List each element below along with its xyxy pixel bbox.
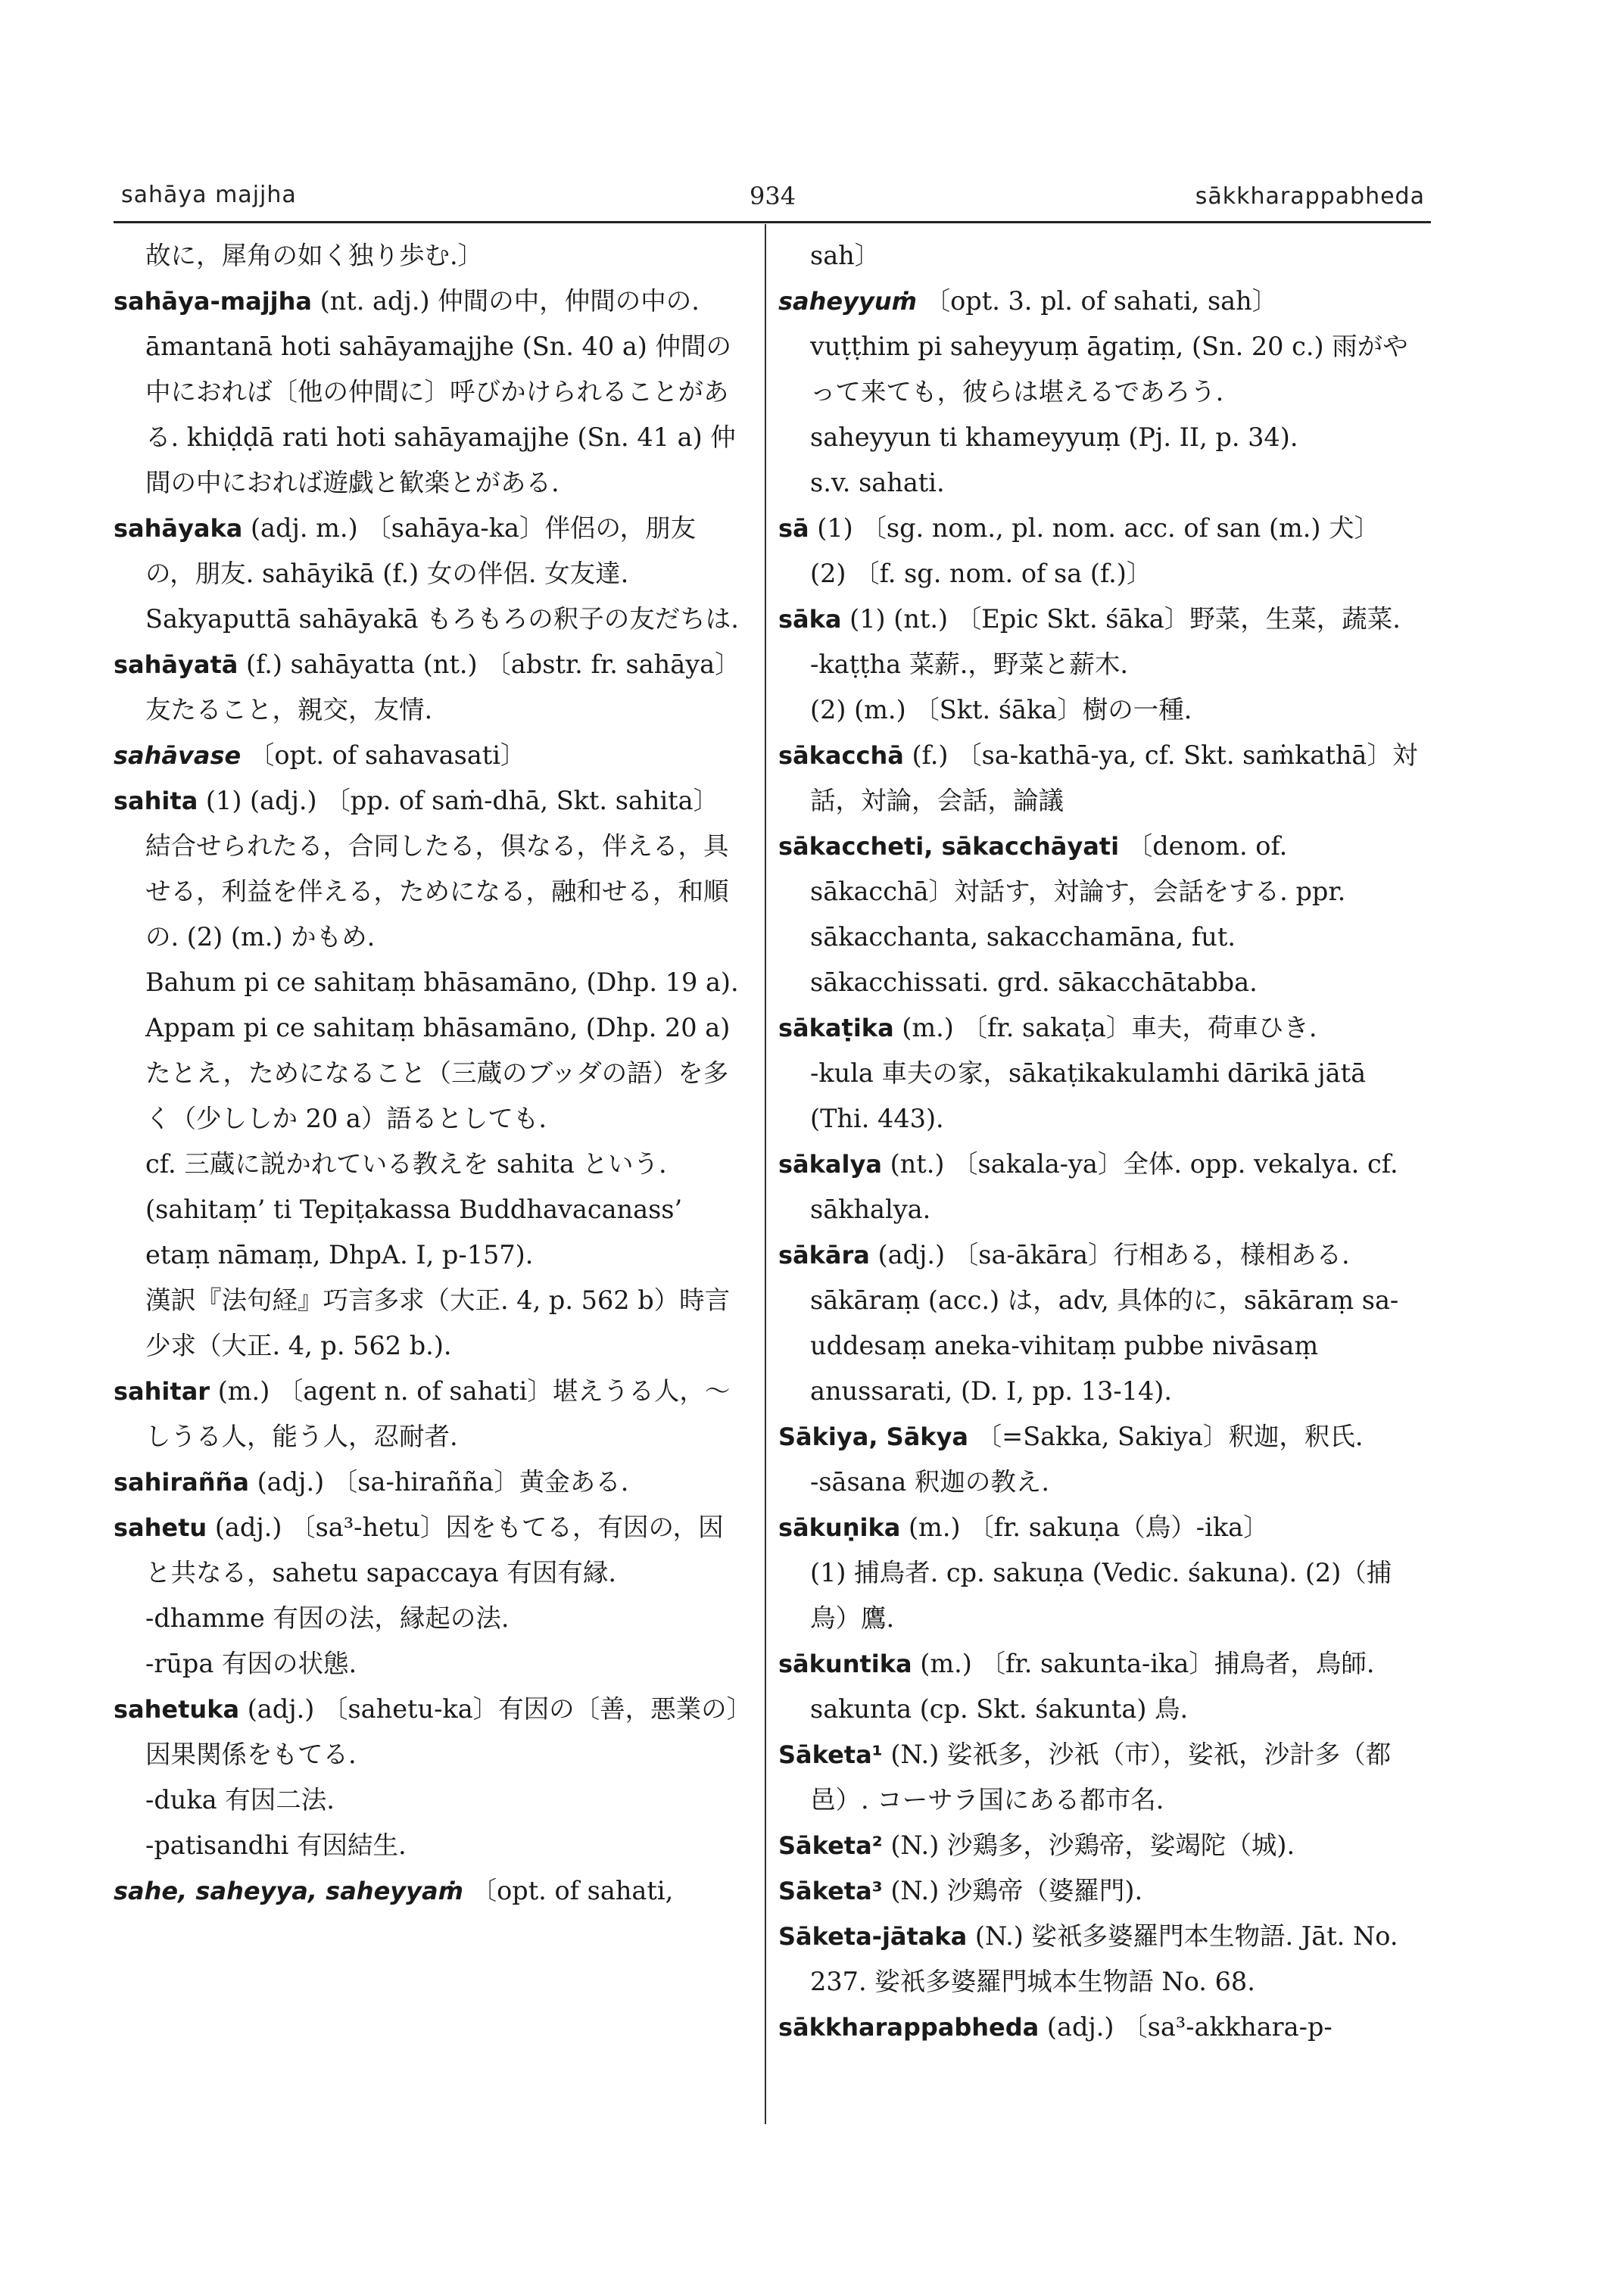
entry-definition: (N.) 娑祇多，沙祇（市），娑祇，沙計多（都邑）. コーサラ国にある都市名. <box>810 1740 1392 1815</box>
entry-definition: (nt.) 〔sakala-ya〕全体. opp. vekalya. cf. sākhalya. <box>810 1149 1398 1224</box>
headword: Sāketa¹ <box>778 1740 883 1769</box>
entry-continuation: -kaṭṭha 菜薪.，野菜と薪木. <box>810 650 1129 679</box>
dictionary-entry <box>778 1914 1422 2005</box>
dictionary-entry <box>778 279 1422 324</box>
headword: sahetuka <box>114 1695 240 1724</box>
right-column <box>778 233 1422 2050</box>
dictionary-entry <box>778 506 1422 597</box>
page-number: 934 <box>750 182 796 210</box>
entry-definition: (f.) 〔sa-kathā-ya, cf. Skt. saṁkathā〕対話，対論，会話，論議 <box>810 740 1418 815</box>
headword: sā <box>778 514 809 543</box>
dictionary-entry <box>778 1232 1422 1414</box>
entry-continuation: 故に，犀角の如く独り歩む.〕 <box>145 241 484 270</box>
headword: sahita <box>114 787 198 815</box>
headword: sākalya <box>778 1150 882 1179</box>
headword: sahe, saheyya, saheyyaṁ <box>114 1877 463 1905</box>
entry-continuation: āmantanā hoti sahāyamajjhe (Sn. 40 a) 仲間の中におれば〔他の仲間に〕呼びかけられることがある. khiḍḍā rati hoti sahāyamajjhe (Sn. 41 a) 仲間の中におれば遊戯と歓楽とがある. <box>145 332 736 497</box>
headword: sākaccheti, sākacchāyati <box>778 832 1120 861</box>
entry-continuation: vuṭṭhim pi saheyyuṃ āgatiṃ, (Sn. 20 c.) 雨がやって来ても，彼らは堪えるであろう. <box>810 332 1408 407</box>
entry-definition: (adj.) 〔sahetu-ka〕有因の〔善，悪業の〕因果関係をもてる. <box>145 1694 740 1769</box>
running-head-left: sahāya majjha <box>121 182 297 208</box>
entry-continuation: Sakyaputtā sahāyakā もろもろの釈子の友だちは. <box>145 604 739 634</box>
entry-continuation: -rūpa 有因の状態. <box>145 1649 357 1678</box>
dictionary-entry <box>778 1868 1422 1914</box>
entry-continuation: Appam pi ce sahitaṃ bhāsamāno, (Dhp. 20 a) たとえ，ためになること（三蔵のブッダの語）を多く（少ししか 20 a）語るとしても. <box>145 1013 731 1133</box>
entry-definition: (adj.) 〔sa³-hetu〕因をもてる，有因の，因と共なる，sahetu sapaccaya 有因有縁. <box>145 1513 724 1587</box>
headword: Sāketa² <box>778 1831 883 1860</box>
headword: sahāvase <box>114 741 242 770</box>
headword: sahāyatā <box>114 650 238 679</box>
entry-definition: 〔opt. 3. pl. of sahati, sah〕 <box>916 286 1278 316</box>
dictionary-entry <box>114 642 742 733</box>
entry-definition: 〔opt. of sahavasati〕 <box>241 740 526 770</box>
entry-continuation: cf. 三蔵に説かれている教えを sahita という. (sahitaṃ’ ti Tepiṭakassa Buddhavacanass’ etaṃ nāmaṃ, DhpA. I, p-157). <box>145 1149 683 1270</box>
entry-definition: (adj. m.) 〔sahāya-ka〕伴侶の，朋友の，朋友. sahāyikā (f.) 女の伴侶. 女友達. <box>145 513 697 588</box>
entry-definition: (adj.) 〔sa-hirañña〕黄金ある. <box>248 1467 629 1497</box>
entry-continuation: (2) (m.) 〔Skt. śāka〕樹の一種. <box>810 695 1192 724</box>
entry-definition: 〔=Sakka, Sakiya〕釈迦，釈氏. <box>968 1422 1364 1451</box>
dictionary-entry <box>778 1823 1422 1868</box>
entry-definition: 〔opt. of sahati, <box>463 1876 674 1905</box>
entry-continuation: s.v. sahati. <box>810 468 945 497</box>
dictionary-entry <box>778 1414 1422 1460</box>
entry-definition: (m.) 〔fr. sakaṭa〕車夫，荷車ひき. <box>893 1013 1317 1042</box>
entry-continuation: -duka 有因二法. <box>145 1785 335 1815</box>
entry-definition: (N.) 沙鶏帝（婆羅門). <box>882 1876 1143 1905</box>
dictionary-entry <box>114 1460 742 1505</box>
entry-continuation: -kula 車夫の家，sākaṭikakulamhi dārikā jātā (Thi. 443). <box>810 1058 1367 1133</box>
dictionary-entry <box>114 1687 742 1777</box>
column-divider <box>765 224 766 2124</box>
entry-definition: (nt. adj.) 仲間の中，仲間の中の. <box>312 286 700 316</box>
entry-definition: (m.) 〔fr. sakuṇa（鳥）-ika〕 <box>900 1513 1269 1542</box>
dictionary-entry <box>778 597 1422 642</box>
headword: Sākiya, Sākya <box>778 1422 969 1451</box>
dictionary-entry <box>778 1732 1422 1823</box>
entry-definition: 〔denom. of. sākacchā〕対話す，対論す，会話をする. ppr. sākacchanta, sakacchamāna, fut. sākacchissati. grd. sākacchātabba. <box>810 831 1346 997</box>
headword: sahāyaka <box>114 514 243 543</box>
headword: sākāra <box>778 1241 870 1270</box>
headword: sahāya-majjha <box>114 287 312 316</box>
headword: sāka <box>778 605 842 634</box>
dictionary-entry <box>114 778 742 960</box>
dictionary-entry <box>778 733 1422 824</box>
headword: sākacchā <box>778 741 904 770</box>
entry-definition: (m.) 〔fr. sakunta-ika〕捕鳥者，鳥師. sakunta (cp. Skt. śakunta) 鳥. <box>810 1649 1375 1724</box>
dictionary-entry <box>778 1641 1422 1732</box>
headword: sākaṭika <box>778 1014 894 1042</box>
dictionary-entry <box>114 1369 742 1460</box>
entry-continuation: sah〕 <box>810 241 881 270</box>
entry-continuation: saheyyun ti khameyyuṃ (Pj. II, p. 34). <box>810 422 1298 452</box>
dictionary-entry <box>778 2005 1422 2050</box>
headword: Sāketa-jātaka <box>778 1922 968 1951</box>
entry-definition: (m.) 〔agent n. of sahati〕堪えうる人，～しうる人，能う人，忍耐者. <box>145 1376 731 1451</box>
header-rule <box>114 221 1431 223</box>
headword: saheyyuṁ <box>778 287 917 316</box>
entry-definition: (N.) 娑祇多婆羅門本生物語. Jāt. No. 237. 娑祇多婆羅門城本生物語 No. 68. <box>810 1921 1398 1996</box>
dictionary-entry <box>778 1505 1422 1550</box>
entry-continuation: (1) 捕鳥者. cp. sakuṇa (Vedic. śakuna). (2)（捕鳥）鷹. <box>810 1558 1392 1633</box>
entry-continuation: -dhamme 有因の法，縁起の法. <box>145 1603 510 1633</box>
entry-continuation: -sāsana 釈迦の教え. <box>810 1467 1049 1497</box>
dictionary-entry <box>778 1142 1422 1232</box>
entry-continuation: Bahum pi ce sahitaṃ bhāsamāno, (Dhp. 19 a). <box>145 967 739 997</box>
headword: sahitar <box>114 1377 210 1406</box>
headword: sākuṇika <box>778 1513 901 1542</box>
dictionary-entry <box>114 1868 742 1914</box>
entry-definition: (adj.) 〔sa-ākāra〕行相ある，様相ある. sākāraṃ (acc.) は，adv, 具体的に，sākāraṃ sa-uddesaṃ aneka-vihitaṃ pubbe nivāsaṃ anussarati, (D. I, pp. 13-14). <box>810 1240 1399 1406</box>
headword: sākuntika <box>778 1650 912 1678</box>
entry-continuation: 漢訳『法句経』巧言多求（大正. 4, p. 562 b）時言少求（大正. 4, p. 562 b.). <box>145 1285 731 1360</box>
entry-definition: (adj.) 〔sa³-akkhara-p- <box>1039 2012 1333 2042</box>
entry-definition: (1) 〔sg. nom., pl. nom. acc. of san (m.) 犬〕 (2) 〔f. sg. nom. of sa (f.)〕 <box>809 513 1380 588</box>
headword: sākkharappabheda <box>778 2013 1040 2042</box>
headword: Sāketa³ <box>778 1877 883 1905</box>
entry-definition: (1) (nt.) 〔Epic Skt. śāka〕野菜，生菜，蔬菜. <box>841 604 1401 634</box>
running-head <box>121 173 1425 212</box>
entry-continuation: -patisandhi 有因結生. <box>145 1830 407 1860</box>
dictionary-entry <box>114 506 742 597</box>
entry-definition: (1) (adj.) 〔pp. of saṁ-dhā, Skt. sahita〕結合せられたる，合同したる，倶なる，伴える，具せる，利益を伴える，ためになる，融和せる，和順の. (2) (m.) かもめ. <box>145 786 729 952</box>
dictionary-entry <box>778 824 1422 1005</box>
headword: sahetu <box>114 1513 207 1542</box>
entry-definition: (N.) 沙鶏多，沙鶏帝，娑竭陀（城). <box>882 1830 1295 1860</box>
left-column <box>114 233 742 1914</box>
dictionary-entry <box>114 733 742 778</box>
dictionary-entry <box>778 1005 1422 1051</box>
dictionary-entry <box>114 279 742 324</box>
running-head-right: sākkharappabheda <box>1195 183 1425 210</box>
dictionary-entry <box>114 1505 742 1596</box>
entry-definition: (f.) sahāyatta (nt.) 〔abstr. fr. sahāya〕友たること，親交，友情. <box>145 650 740 724</box>
headword: sahirañña <box>114 1468 249 1497</box>
